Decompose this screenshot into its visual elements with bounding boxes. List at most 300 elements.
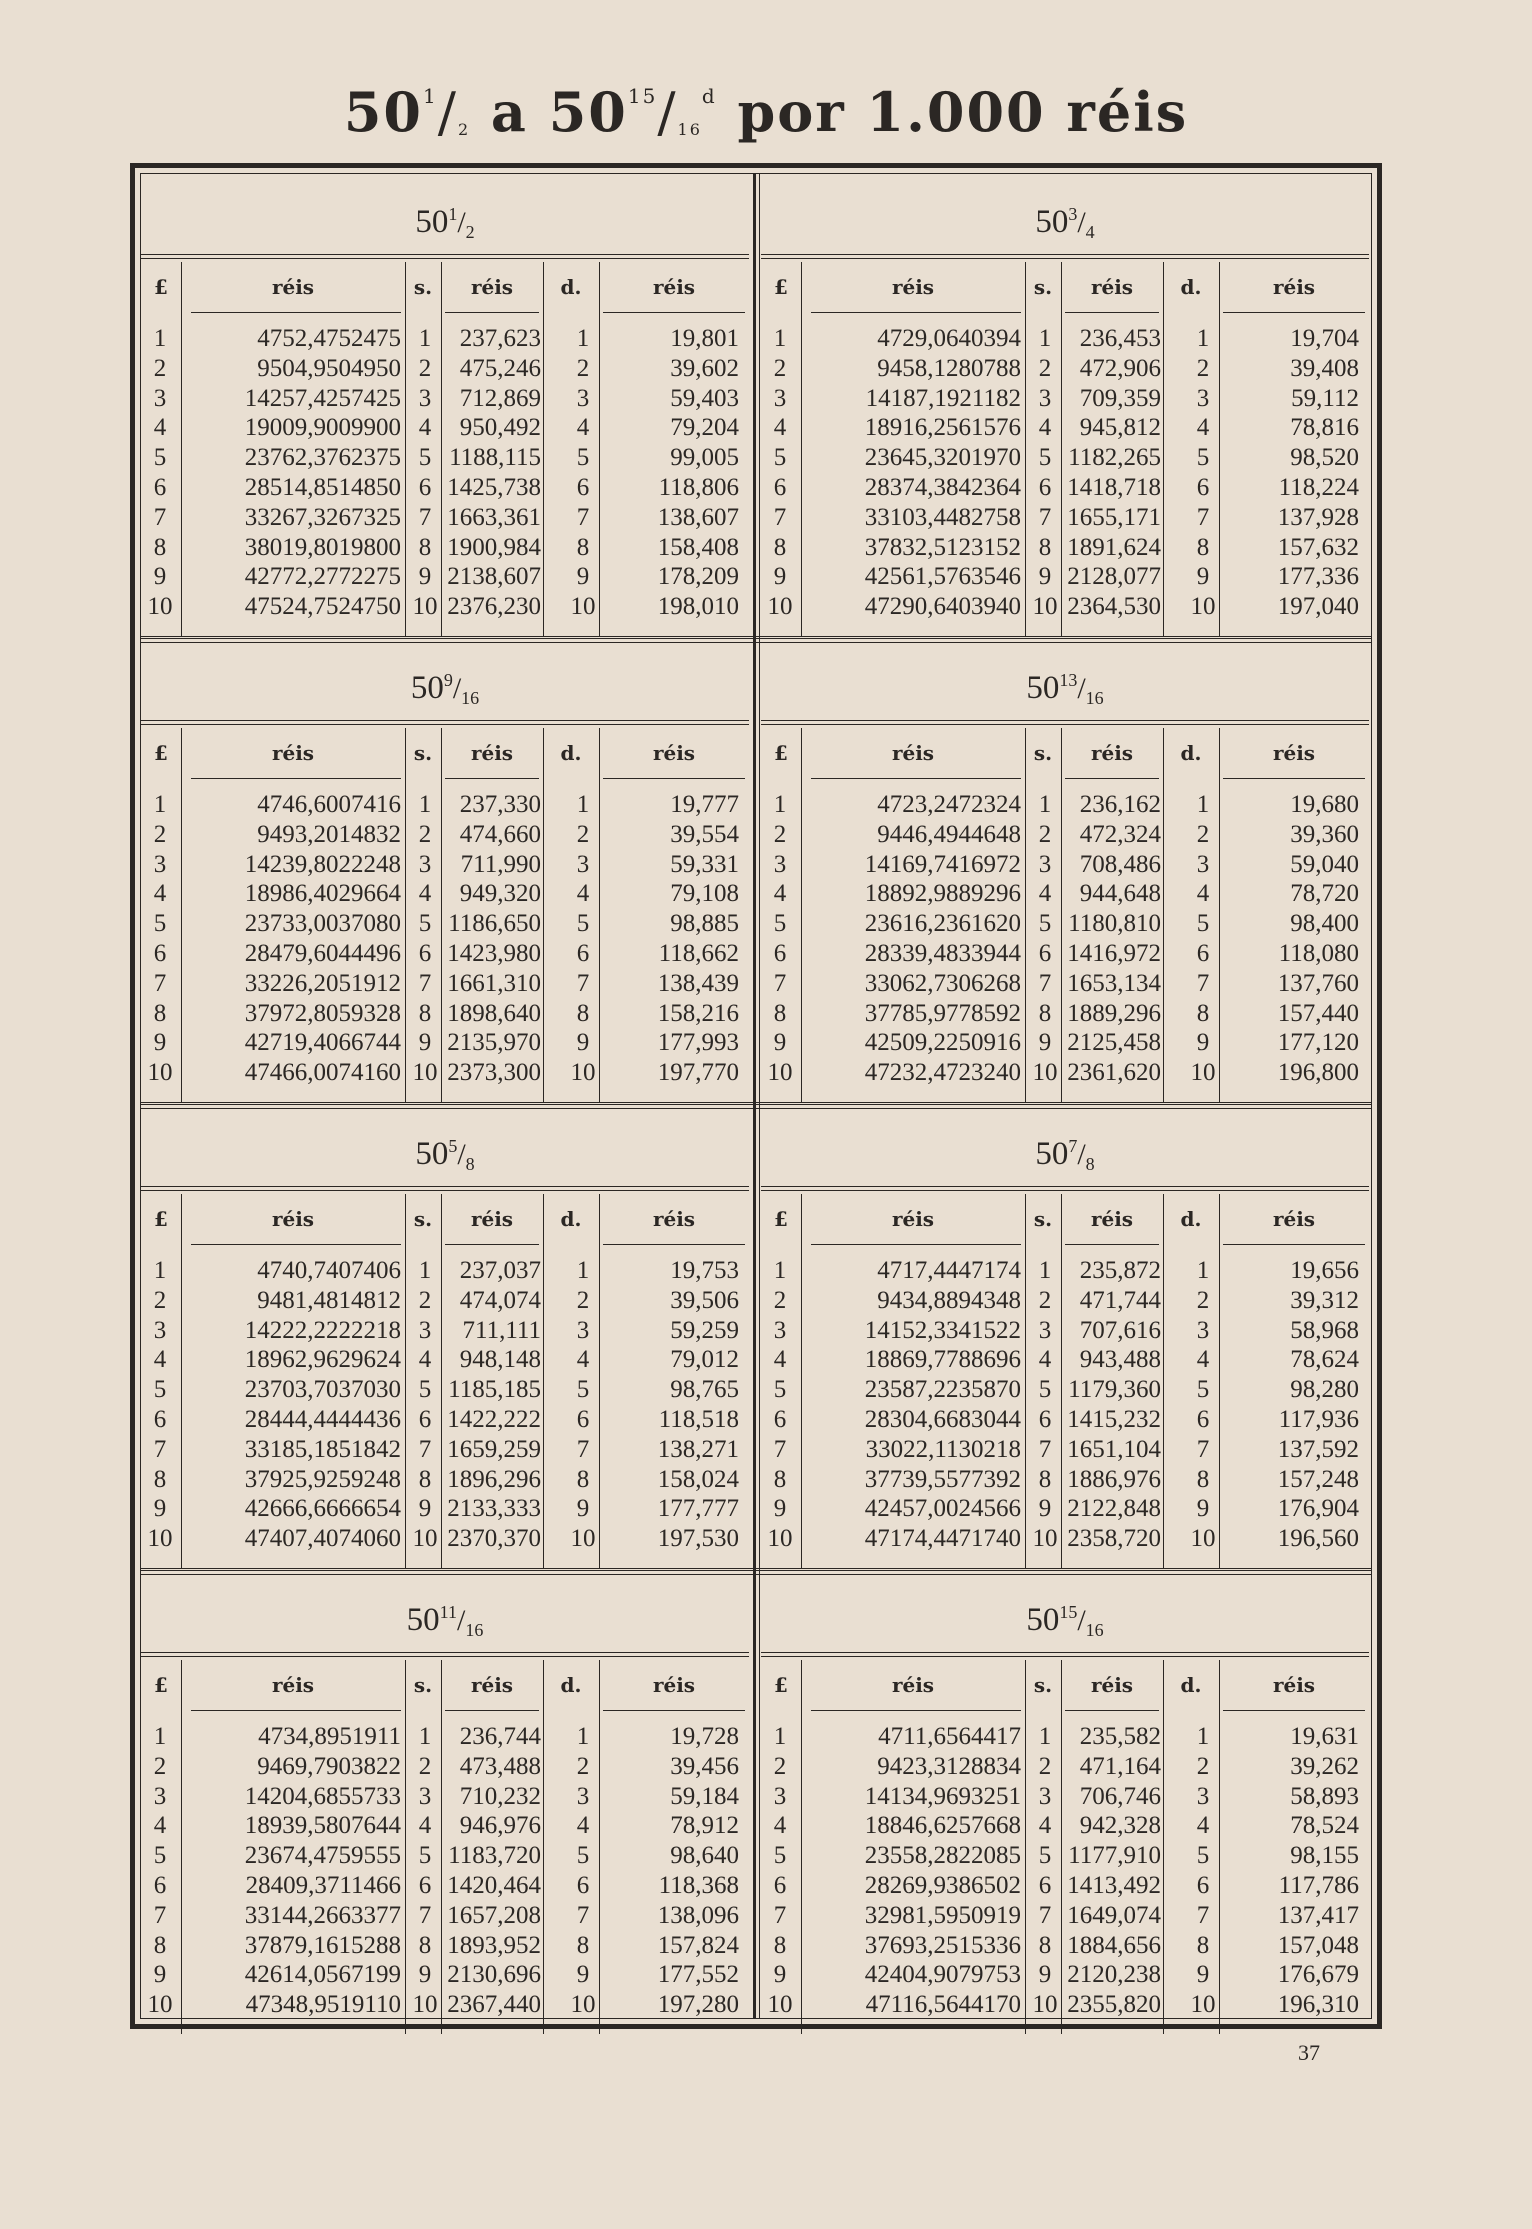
pounds-reis: 28444,4444436 [244, 1406, 401, 1433]
shillings-count: 2 [1038, 820, 1052, 848]
shillings-reis: 2125,458 [1067, 1029, 1161, 1057]
shillings-count: 1 [1038, 1257, 1052, 1284]
table-row [761, 1058, 1369, 1088]
shillings-reis: 950,492 [459, 414, 541, 442]
pounds-count: 3 [773, 850, 787, 878]
shillings-reis: 1425,738 [447, 474, 541, 501]
pounds-count: 3 [153, 384, 167, 412]
pence-count: 7 [1196, 503, 1210, 531]
caption-rule [761, 254, 1369, 255]
pounds-count: 7 [153, 1435, 167, 1463]
pounds-count: 3 [153, 1316, 167, 1344]
header-underline [1223, 778, 1365, 779]
table-row [141, 939, 749, 969]
pounds-count: 2 [773, 354, 787, 382]
pounds-count: 8 [773, 1931, 787, 1959]
shillings-count: 3 [1038, 384, 1052, 412]
table-row [761, 1960, 1369, 1990]
pounds-count: 2 [153, 1286, 167, 1314]
pence-count: 10 [570, 1991, 596, 2019]
pence-reis: 138,607 [657, 503, 739, 531]
pence-reis: 79,108 [670, 880, 739, 908]
table-row [141, 1256, 749, 1286]
pence-reis: 157,248 [1277, 1465, 1359, 1493]
pounds-count: 8 [773, 1465, 787, 1493]
pounds-reis: 4729,0640394 [877, 325, 1021, 352]
pounds-reis: 47524,7524750 [244, 593, 401, 621]
pence-reis: 58,893 [1290, 1782, 1359, 1810]
shillings-reis: 2138,607 [447, 563, 541, 591]
pounds-count: 9 [773, 1495, 787, 1523]
pence-reis: 117,936 [1278, 1406, 1359, 1433]
pence-count: 8 [576, 533, 590, 561]
pence-reis: 196,310 [1277, 1991, 1359, 2019]
shillings-count: 2 [1038, 1752, 1052, 1780]
shillings-count: 5 [418, 444, 432, 472]
caption-rule [141, 1190, 749, 1191]
pounds-count: 8 [153, 1465, 167, 1493]
pounds-count: 3 [773, 1316, 787, 1344]
pence-reis: 197,280 [657, 1991, 739, 2019]
shillings-count: 9 [1038, 563, 1052, 591]
shillings-count: 8 [1038, 1931, 1052, 1959]
shillings-reis: 2120,238 [1067, 1961, 1161, 1989]
table-row [761, 820, 1369, 850]
table-row [761, 1256, 1369, 1286]
header-underline [603, 1244, 745, 1245]
shillings-reis: 236,453 [1079, 325, 1161, 352]
shillings-reis: 1661,310 [447, 969, 541, 997]
header-underline [603, 778, 745, 779]
pence-count: 5 [1196, 1376, 1210, 1404]
shillings-count: 1 [418, 1723, 432, 1750]
column-header-pound: £ [774, 275, 788, 299]
pence-count: 1 [1196, 1257, 1210, 1284]
shillings-reis: 1177,910 [1068, 1842, 1161, 1870]
column-header-reis: réis [1090, 741, 1134, 765]
shillings-reis: 1663,361 [447, 503, 541, 531]
shillings-count: 2 [1038, 1286, 1052, 1314]
pence-count: 6 [1196, 474, 1210, 501]
pounds-reis: 9469,7903822 [257, 1752, 401, 1780]
pence-count: 2 [576, 1286, 590, 1314]
shillings-reis: 1898,640 [447, 999, 541, 1027]
tables-frame [130, 163, 1382, 2029]
pounds-count: 10 [767, 1525, 793, 1553]
pence-count: 8 [1196, 1465, 1210, 1493]
header-underline [445, 1244, 539, 1245]
header-underline [811, 778, 1021, 779]
column-header-reis: réis [652, 275, 696, 299]
pence-reis: 158,216 [657, 999, 739, 1027]
shillings-count: 1 [1038, 325, 1052, 352]
shillings-reis: 1884,656 [1067, 1931, 1161, 1959]
shillings-count: 6 [1038, 1406, 1052, 1433]
pounds-reis: 19009,9009900 [244, 414, 401, 442]
pence-count: 9 [576, 1961, 590, 1989]
pence-reis: 118,806 [658, 474, 739, 501]
caption-numerator: 3 [1068, 204, 1078, 224]
pence-count: 9 [576, 1029, 590, 1057]
caption-rule [761, 1190, 1369, 1191]
pounds-count: 8 [153, 1931, 167, 1959]
pence-reis: 157,632 [1277, 533, 1359, 561]
title-rate-b-num: 15 [627, 84, 658, 108]
rate-table-caption: $50^3/_4$ [1035, 204, 1095, 242]
caption-denominator: 2 [465, 222, 475, 242]
shillings-reis: 471,164 [1079, 1752, 1161, 1780]
shillings-reis: 1185,185 [448, 1376, 541, 1404]
shillings-count: 9 [1038, 1495, 1052, 1523]
table-row [141, 1345, 749, 1375]
pence-count: 9 [576, 1495, 590, 1523]
pounds-count: 10 [767, 1059, 793, 1087]
pence-count: 8 [576, 999, 590, 1027]
shillings-reis: 942,328 [1079, 1812, 1161, 1840]
pounds-reis: 28514,8514850 [244, 474, 401, 501]
table-row [141, 324, 749, 354]
caption-rule [141, 1652, 749, 1653]
pounds-count: 10 [147, 1991, 173, 2019]
shillings-count: 6 [1038, 474, 1052, 501]
table-row [141, 592, 749, 622]
pounds-reis: 42404,9079753 [864, 1961, 1021, 1989]
pence-reis: 157,440 [1277, 999, 1359, 1027]
rate-table-caption: $50^{15}/_{16}$ [1026, 1602, 1104, 1640]
pence-count: 10 [570, 1059, 596, 1087]
caption-denominator: 16 [465, 1620, 484, 1640]
rate-table [141, 1106, 749, 1568]
table-row [761, 1375, 1369, 1405]
pence-count: 5 [1196, 1842, 1210, 1870]
tables-frame-inner [140, 173, 1372, 2019]
table-row [141, 790, 749, 820]
pounds-reis: 18939,5807644 [244, 1812, 401, 1840]
shillings-count: 6 [1038, 940, 1052, 967]
shillings-count: 6 [418, 1406, 432, 1433]
pounds-count: 7 [773, 503, 787, 531]
pence-count: 6 [576, 1406, 590, 1433]
pounds-count: 5 [773, 910, 787, 938]
pounds-reis: 23645,3201970 [864, 444, 1021, 472]
pence-reis: 19,777 [670, 791, 739, 818]
pounds-count: 10 [147, 593, 173, 621]
table-row [761, 1782, 1369, 1812]
pounds-reis: 42457,0024566 [864, 1495, 1021, 1523]
title-tail: por 1.000 réis [716, 80, 1189, 144]
pounds-count: 1 [153, 325, 167, 352]
shillings-reis: 236,744 [459, 1723, 541, 1750]
pounds-count: 8 [153, 999, 167, 1027]
pence-count: 2 [1196, 354, 1210, 382]
pence-reis: 39,360 [1290, 820, 1359, 848]
pence-count: 5 [576, 1376, 590, 1404]
shillings-count: 5 [1038, 1842, 1052, 1870]
column-header-pound: £ [154, 275, 168, 299]
shillings-reis: 1413,492 [1067, 1872, 1161, 1899]
shillings-reis: 2376,230 [447, 593, 541, 621]
pence-reis: 59,040 [1290, 850, 1359, 878]
table-row [761, 473, 1369, 503]
pence-count: 5 [1196, 444, 1210, 472]
caption-whole: 50 [406, 1602, 440, 1638]
table-row [141, 1990, 749, 2020]
title-rate-b-den: 16 [677, 120, 702, 139]
shillings-reis: 712,869 [459, 384, 541, 412]
pounds-count: 9 [773, 563, 787, 591]
caption-rule [761, 724, 1369, 725]
shillings-count: 10 [412, 1059, 438, 1087]
table-row [761, 1494, 1369, 1524]
shillings-reis: 1422,222 [447, 1406, 541, 1433]
shillings-count: 7 [418, 1435, 432, 1463]
pounds-reis: 4723,2472324 [877, 791, 1021, 818]
pence-reis: 98,520 [1290, 444, 1359, 472]
pence-count: 6 [576, 474, 590, 501]
shillings-count: 10 [412, 1991, 438, 2019]
pounds-count: 1 [773, 325, 787, 352]
pounds-count: 3 [153, 1782, 167, 1810]
shillings-reis: 2358,720 [1067, 1525, 1161, 1553]
rate-table [141, 640, 749, 1102]
shillings-reis: 1896,296 [447, 1465, 541, 1493]
shillings-count: 4 [418, 414, 432, 442]
table-row [761, 1931, 1369, 1961]
pence-reis: 39,456 [670, 1752, 739, 1780]
shillings-reis: 1180,810 [1068, 910, 1161, 938]
shillings-reis: 711,111 [462, 1316, 541, 1344]
pounds-count: 6 [153, 474, 167, 501]
shillings-reis: 708,486 [1079, 850, 1161, 878]
pounds-count: 4 [153, 880, 167, 908]
pounds-reis: 4746,6007416 [257, 791, 401, 818]
header-underline [1223, 312, 1365, 313]
shillings-count: 6 [1038, 1872, 1052, 1899]
pence-count: 1 [1196, 325, 1210, 352]
pence-count: 6 [576, 1872, 590, 1899]
shillings-count: 3 [418, 1316, 432, 1344]
pence-count: 8 [1196, 533, 1210, 561]
header-underline [1223, 1244, 1365, 1245]
column-header-reis: réis [1090, 275, 1134, 299]
table-row [141, 1871, 749, 1901]
column-header-reis: réis [1090, 1673, 1134, 1697]
pence-count: 7 [1196, 969, 1210, 997]
pounds-reis: 47348,9519110 [245, 1991, 401, 2019]
header-underline [603, 312, 745, 313]
column-header-reis: réis [271, 275, 315, 299]
table-row [761, 939, 1369, 969]
header-underline [191, 1244, 401, 1245]
pence-reis: 98,765 [670, 1376, 739, 1404]
pence-reis: 177,777 [657, 1495, 739, 1523]
pounds-reis: 9481,4814812 [257, 1286, 401, 1314]
table-row [761, 879, 1369, 909]
title-rate-a-den: 2 [457, 120, 471, 139]
shillings-count: 8 [1038, 999, 1052, 1027]
shillings-reis: 472,324 [1079, 820, 1161, 848]
pounds-reis: 9446,4944648 [877, 820, 1021, 848]
pounds-reis: 28269,9386502 [864, 1872, 1021, 1899]
column-header-reis: réis [891, 1673, 935, 1697]
shillings-count: 9 [418, 1961, 432, 1989]
column-header-s: s. [413, 1673, 433, 1697]
pounds-reis: 42614,0567199 [244, 1961, 401, 1989]
pence-reis: 59,112 [1291, 384, 1359, 412]
column-header-reis: réis [271, 1673, 315, 1697]
pence-count: 6 [576, 940, 590, 967]
pence-reis: 158,024 [657, 1465, 739, 1493]
shillings-reis: 235,582 [1079, 1723, 1161, 1750]
pounds-reis: 14239,8022248 [244, 850, 401, 878]
shillings-reis: 706,746 [1079, 1782, 1161, 1810]
pounds-count: 7 [773, 969, 787, 997]
pounds-reis: 37879,1615288 [244, 1931, 401, 1959]
shillings-count: 5 [1038, 910, 1052, 938]
pence-reis: 98,640 [670, 1842, 739, 1870]
shillings-reis: 1657,208 [447, 1901, 541, 1929]
column-header-reis: réis [652, 1207, 696, 1231]
table-row [141, 1316, 749, 1346]
title-mid: a [470, 80, 549, 144]
pence-reis: 78,912 [670, 1812, 739, 1840]
title-rate-a: 50 [343, 80, 423, 144]
column-header-reis: réis [271, 741, 315, 765]
pounds-reis: 42509,2250916 [864, 1029, 1021, 1057]
pounds-count: 3 [153, 850, 167, 878]
shillings-reis: 2367,440 [447, 1991, 541, 2019]
table-row [761, 1465, 1369, 1495]
column-header-d: d. [1180, 741, 1202, 765]
pounds-count: 6 [153, 1872, 167, 1899]
shillings-count: 1 [1038, 791, 1052, 818]
pence-count: 1 [576, 791, 590, 818]
shillings-count: 9 [1038, 1961, 1052, 1989]
pounds-reis: 28304,6683044 [864, 1406, 1021, 1433]
shillings-count: 5 [418, 910, 432, 938]
shillings-reis: 1900,984 [447, 533, 541, 561]
shillings-count: 4 [418, 880, 432, 908]
header-underline [191, 778, 401, 779]
caption-rule [141, 720, 749, 721]
shillings-count: 5 [418, 1842, 432, 1870]
table-row [761, 1345, 1369, 1375]
pence-count: 6 [1196, 1406, 1210, 1433]
pounds-reis: 47174,4471740 [864, 1525, 1021, 1553]
table-row [141, 1494, 749, 1524]
header-underline [1065, 1244, 1159, 1245]
pence-reis: 176,904 [1277, 1495, 1359, 1523]
caption-whole: 50 [1026, 670, 1060, 706]
pounds-reis: 37785,9778592 [864, 999, 1021, 1027]
pounds-count: 1 [153, 791, 167, 818]
pounds-count: 8 [773, 533, 787, 561]
pounds-reis: 9504,9504950 [257, 354, 401, 382]
header-underline [191, 1710, 401, 1711]
table-row [761, 1722, 1369, 1752]
column-header-d: d. [560, 741, 582, 765]
pounds-count: 1 [153, 1257, 167, 1284]
table-row [141, 1960, 749, 1990]
table-row [761, 909, 1369, 939]
shillings-reis: 710,232 [459, 1782, 541, 1810]
rate-table-caption: $50^{13}/_{16}$ [1026, 670, 1104, 708]
pence-reis: 117,786 [1278, 1872, 1359, 1899]
caption-rule [761, 720, 1369, 721]
shillings-count: 1 [1038, 1723, 1052, 1750]
table-row [761, 533, 1369, 563]
pounds-reis: 33267,3267325 [244, 503, 401, 531]
pounds-reis: 9434,8894348 [877, 1286, 1021, 1314]
shillings-count: 6 [418, 1872, 432, 1899]
pounds-count: 1 [773, 791, 787, 818]
table-row [761, 1316, 1369, 1346]
pence-count: 7 [1196, 1901, 1210, 1929]
table-row [141, 879, 749, 909]
pounds-count: 5 [773, 444, 787, 472]
pence-count: 8 [576, 1931, 590, 1959]
pounds-reis: 14204,6855733 [244, 1782, 401, 1810]
shillings-reis: 1893,952 [447, 1931, 541, 1959]
pounds-count: 2 [773, 1286, 787, 1314]
shillings-reis: 1649,074 [1067, 1901, 1161, 1929]
column-header-s: s. [1033, 1207, 1053, 1231]
pounds-reis: 23762,3762375 [244, 444, 401, 472]
shillings-count: 7 [1038, 1435, 1052, 1463]
pence-reis: 39,408 [1290, 354, 1359, 382]
pounds-reis: 14134,9693251 [864, 1782, 1021, 1810]
pence-count: 1 [576, 1723, 590, 1750]
column-header-pound: £ [774, 741, 788, 765]
pence-reis: 118,080 [1278, 940, 1359, 967]
pence-reis: 177,552 [657, 1961, 739, 1989]
pounds-reis: 47407,4074060 [244, 1525, 401, 1553]
pence-reis: 19,704 [1290, 325, 1359, 352]
table-row [761, 1435, 1369, 1465]
pounds-reis: 4717,4447174 [877, 1257, 1021, 1284]
shillings-count: 2 [418, 820, 432, 848]
shillings-count: 10 [1032, 1991, 1058, 2019]
caption-numerator: 13 [1059, 670, 1078, 690]
shillings-reis: 475,246 [459, 354, 541, 382]
pence-count: 7 [576, 1435, 590, 1463]
shillings-reis: 711,990 [460, 850, 541, 878]
table-row [141, 1028, 749, 1058]
pounds-reis: 47232,4723240 [864, 1059, 1021, 1087]
shillings-reis: 2370,370 [447, 1525, 541, 1553]
table-row [761, 1901, 1369, 1931]
pence-reis: 59,184 [670, 1782, 739, 1810]
pounds-reis: 37739,5577392 [864, 1465, 1021, 1493]
pence-count: 4 [1196, 414, 1210, 442]
shillings-count: 3 [1038, 1782, 1052, 1810]
shillings-reis: 474,074 [459, 1286, 541, 1314]
column-header-d: d. [1180, 1673, 1202, 1697]
pounds-reis: 14169,7416972 [864, 850, 1021, 878]
shillings-reis: 237,330 [459, 791, 541, 818]
pence-count: 4 [576, 1812, 590, 1840]
table-row [761, 324, 1369, 354]
shillings-count: 7 [418, 969, 432, 997]
pence-reis: 59,259 [670, 1316, 739, 1344]
column-header-reis: réis [1272, 1673, 1316, 1697]
pence-count: 2 [576, 1752, 590, 1780]
shillings-count: 3 [418, 850, 432, 878]
pence-count: 10 [1190, 1991, 1216, 2019]
rate-table-caption: $50^{11}/_{16}$ [406, 1602, 484, 1640]
caption-whole: 50 [415, 1136, 449, 1172]
pence-count: 3 [576, 384, 590, 412]
